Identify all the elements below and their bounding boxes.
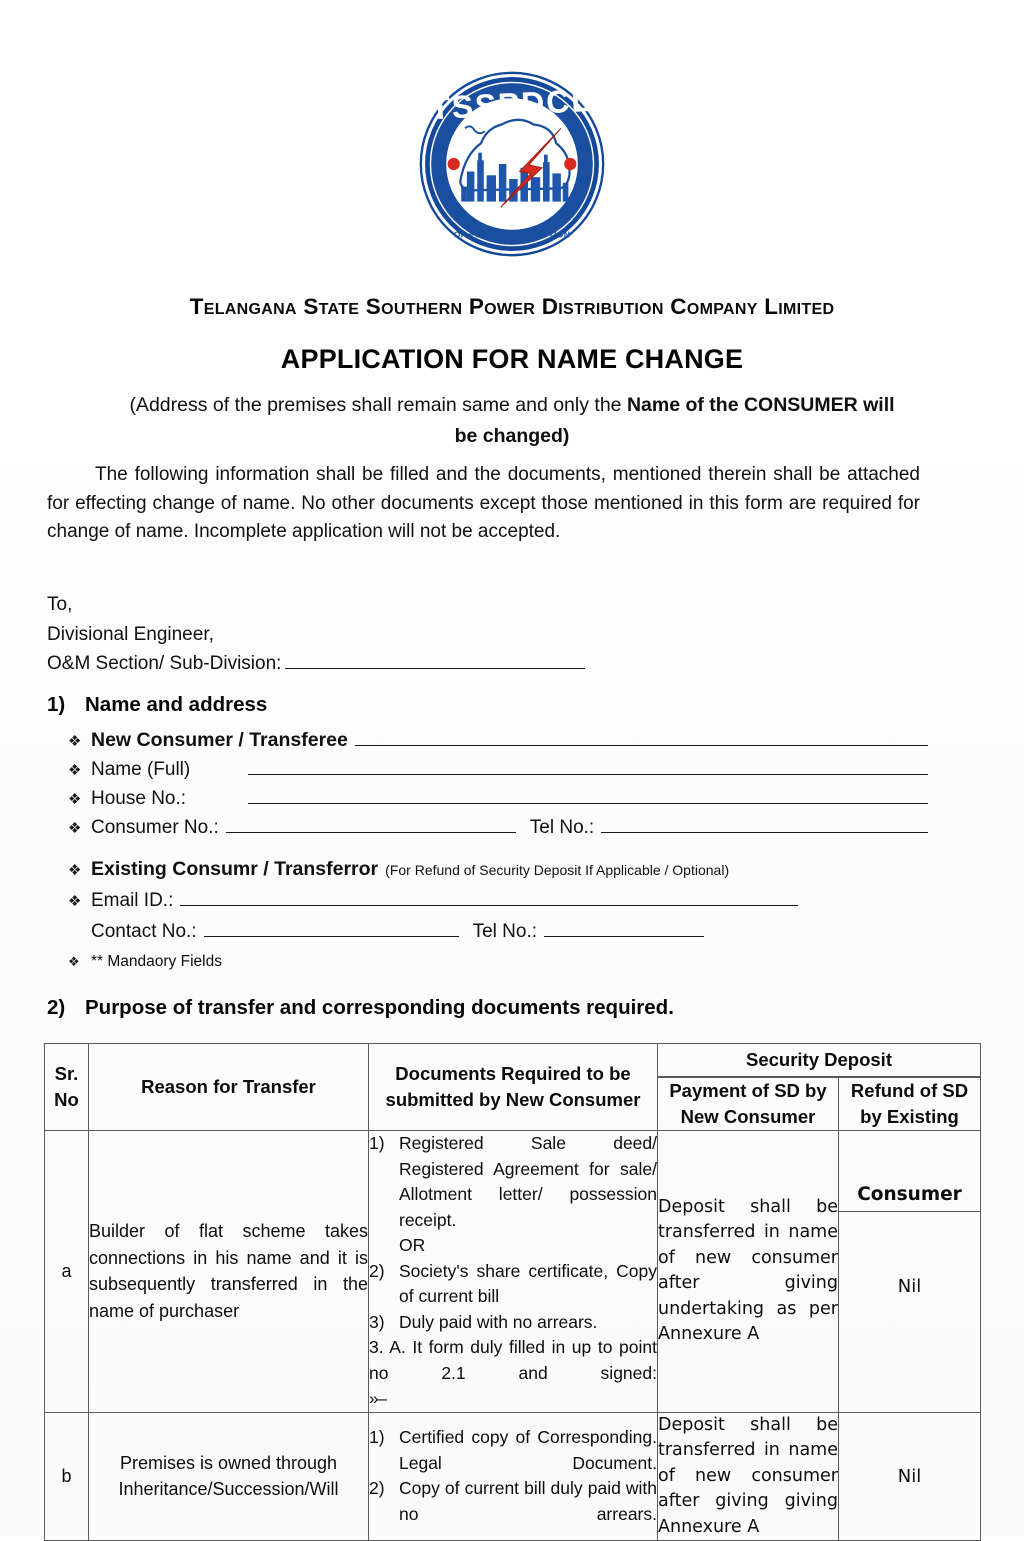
- table-row: [45, 1412, 981, 1541]
- list-item: [369, 1425, 657, 1476]
- section-1-existing-consumer-fields: [68, 858, 928, 951]
- list-marker: 3): [369, 1311, 385, 1332]
- svg-text:OF POWER DISTRIBUTION: OF POWER DISTRIBUTION: [453, 229, 571, 240]
- diamond-bullet-icon: ❖: [68, 862, 82, 879]
- field-note-existing-consumer: (For Refund of Security Deposit If Applicable / Optional): [385, 862, 730, 878]
- subtitle-prefix: (Address of the premises shall remain same and only the: [129, 394, 627, 416]
- diamond-bullet-icon: ❖: [68, 892, 82, 910]
- list-text: Certified copy of Corresponding. Legal Document.: [399, 1427, 657, 1473]
- diamond-bullet-icon: ❖: [68, 733, 82, 750]
- field-input-new-consumer[interactable]: [355, 729, 928, 746]
- field-input-tel-no-2[interactable]: [544, 920, 704, 937]
- list-text: Copy of current bill duly paid with no arrears.: [399, 1478, 657, 1524]
- list-item: [369, 1386, 657, 1412]
- field-consumer-no: [68, 816, 928, 845]
- sr-no-line-2: No: [54, 1089, 79, 1110]
- field-contact-no: [68, 920, 928, 951]
- row-a-payment-sd: Deposit shall be transferred in name of new consumer after giving undertaking as per Annexure A: [658, 1131, 839, 1413]
- field-label-email-id: Email ID.:: [91, 889, 174, 911]
- table-row: [45, 1131, 981, 1413]
- table-header-reason: Reason for Transfer: [89, 1044, 369, 1131]
- field-label-existing-consumer: Existing Consumr / Transferror: [91, 858, 379, 880]
- field-existing-consumer: [68, 858, 928, 889]
- diamond-bullet-icon: ❖: [68, 954, 80, 969]
- diamond-bullet-icon: ❖: [68, 819, 82, 837]
- row-b-payment-sd: Deposit shall be transferred in name of new consumer after giving giving Annexure A: [658, 1412, 839, 1541]
- field-input-house-no[interactable]: [248, 787, 928, 804]
- section-1-title: Name and address: [85, 693, 268, 716]
- sr-no-line-1: Sr.: [54, 1063, 79, 1084]
- field-house-no: [68, 787, 928, 816]
- row-a-reason: Builder of flat scheme takes connections in his name and it is subsequently transferred in the name of purchaser: [89, 1131, 369, 1413]
- field-label-tel-no-2: Tel No.:: [472, 920, 538, 942]
- field-input-consumer-no[interactable]: [226, 816, 516, 833]
- row-a-refund-sd-cell: [839, 1131, 981, 1413]
- field-name-full: [68, 758, 928, 787]
- section-1-fields: [68, 729, 928, 845]
- field-input-contact-no[interactable]: [204, 920, 459, 937]
- table-header-payment-sd: Payment of SD by New Consumer: [658, 1078, 839, 1131]
- tsspdcl-logo: [418, 70, 606, 258]
- diamond-bullet-icon: ❖: [68, 761, 82, 779]
- row-a-document-list: [369, 1131, 657, 1412]
- list-marker: 2): [369, 1260, 385, 1281]
- list-item: [369, 1233, 657, 1259]
- field-label-house-no: House No.:: [91, 787, 187, 809]
- list-item: [369, 1259, 657, 1310]
- list-marker: 2): [369, 1478, 385, 1499]
- list-text: »–: [369, 1389, 386, 1408]
- list-marker: 1): [369, 1133, 385, 1153]
- intro-paragraph: The following information shall be filled and the documents, mentioned therein shall be attached for effecting change of name. No other documents except those mentioned in this form are required for change of name. Incomplete application will not be accepted.: [47, 464, 920, 542]
- table-header-refund-sd: Refund of SD by Existing: [839, 1078, 981, 1131]
- list-marker: 1): [369, 1427, 385, 1448]
- page-title: APPLICATION FOR NAME CHANGE: [280, 344, 744, 374]
- field-label-name-full: Name (Full): [91, 758, 191, 780]
- transfer-purpose-table: [44, 1043, 981, 1541]
- section-subdivision-label: O&M Section/ Sub-Division:: [47, 653, 282, 674]
- list-item: [369, 1335, 657, 1386]
- list-item: [369, 1310, 657, 1336]
- field-input-name-full[interactable]: [248, 758, 928, 775]
- company-name-heading: Telangana State Southern Power Distribution Company Limited: [189, 294, 835, 319]
- field-input-email-id[interactable]: [180, 889, 798, 906]
- table-header-sr-no: [45, 1044, 89, 1131]
- list-item: [369, 1476, 657, 1527]
- row-b-sr-no: b: [45, 1412, 89, 1541]
- list-item: [369, 1131, 657, 1233]
- list-text: 3. A. It form duly filled in up to point no 2.1 and signed:: [369, 1337, 657, 1383]
- row-b-refund-sd: Nil: [839, 1412, 981, 1541]
- section-2-title: Purpose of transfer and corresponding documents required.: [85, 996, 674, 1019]
- subtitle: [120, 390, 904, 452]
- section-1-number: 1): [47, 693, 66, 716]
- section-2-heading: [47, 996, 674, 1020]
- list-text: OR: [399, 1235, 426, 1255]
- list-text: Registered Sale deed/ Registered Agreement for sale/ Allotment letter/ possession receipt.: [399, 1133, 657, 1230]
- row-b-documents: [369, 1412, 658, 1541]
- diamond-bullet-icon: ❖: [68, 790, 82, 808]
- field-label-new-consumer: New Consumer / Transferee: [91, 729, 348, 751]
- field-new-consumer: [68, 729, 928, 758]
- section-subdivision-row: [47, 649, 585, 679]
- addressee-officer: Divisional Engineer,: [47, 623, 214, 645]
- row-a-sr-no: a: [45, 1131, 89, 1413]
- subtitle-bold: Name of the CONSUMER will be changed): [454, 394, 895, 447]
- mandatory-fields-note-row: [68, 953, 222, 971]
- addressee-block: [47, 590, 585, 679]
- field-input-tel-no-1[interactable]: [601, 816, 928, 833]
- section-subdivision-input[interactable]: [285, 652, 585, 669]
- field-label-consumer-no: Consumer No.:: [91, 816, 219, 838]
- logo-container: [0, 70, 1024, 258]
- row-b-document-list: [369, 1425, 657, 1527]
- section-1-heading: [47, 693, 267, 717]
- table-header-security-deposit: Security Deposit: [658, 1044, 980, 1077]
- table-header-row: [45, 1044, 981, 1078]
- table-header-documents: Documents Required to be submitted by New Consumer: [369, 1044, 658, 1131]
- row-a-refund-sd: Nil: [897, 1276, 922, 1298]
- section-2-number: 2): [47, 996, 66, 1019]
- list-text: Duly paid with no arrears.: [399, 1311, 598, 1332]
- addressee-to: To,: [47, 594, 73, 615]
- field-email-id: [68, 889, 928, 920]
- row-a-documents: [369, 1131, 658, 1413]
- field-label-tel-no-1: Tel No.:: [529, 816, 595, 838]
- row-b-reason: Premises is owned through Inheritance/Succession/Will: [89, 1412, 369, 1541]
- mandatory-fields-note: ** Mandaory Fields: [91, 953, 222, 970]
- svg-text:TSSPDCL: TSSPDCL: [429, 81, 594, 127]
- refund-header-overflow: Consumer: [839, 1181, 980, 1212]
- list-text: Society's share certificate, Copy of current bill: [399, 1260, 657, 1306]
- field-label-contact-no: Contact No.:: [91, 920, 197, 942]
